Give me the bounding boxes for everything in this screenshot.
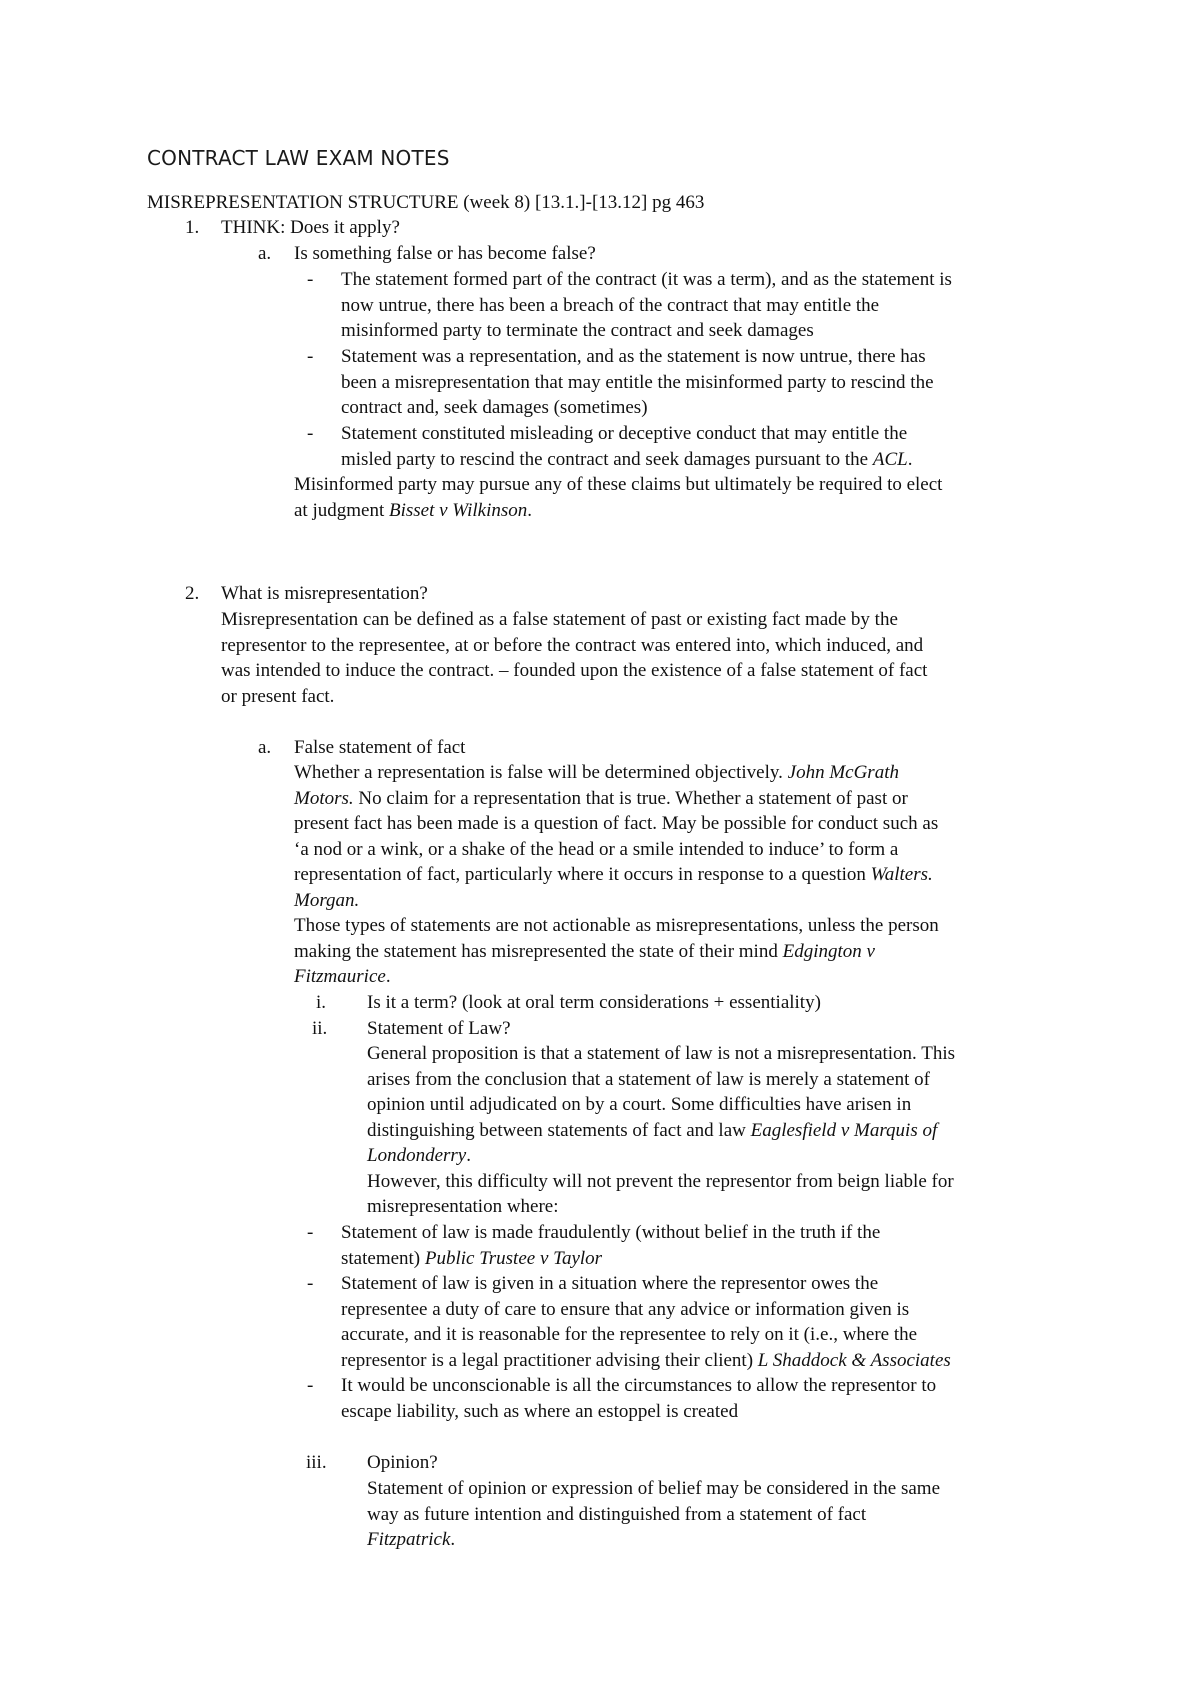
case-citation: Walters. bbox=[870, 864, 933, 885]
bullet-text-fraudulent: Statement of law is made fraudulently (without belief in the truth if the statement) Public Trustee v Taylor bbox=[341, 1222, 881, 1269]
item-2a-heading: False statement of fact bbox=[294, 737, 466, 758]
list-marker-2: 2. bbox=[185, 583, 200, 604]
item-1a-heading: Is something false or has become false? bbox=[294, 243, 596, 264]
case-citation: Eaglesfield v Marquis of bbox=[750, 1119, 938, 1141]
bullet-marker: - bbox=[307, 1222, 314, 1243]
bullet-marker: - bbox=[307, 423, 314, 444]
item-1-heading: THINK: Does it apply? bbox=[221, 217, 400, 238]
case-citation: Fitzpatrick bbox=[367, 1529, 451, 1550]
bullet-text-duty-of-care: Statement of law is given in a situation where the representor owes the representee a duty of care to ensure that any advice or information given is accurate, and it is reasonable for the representee to rely on it (i.e., where the representor is a legal practitioner advising their client) L Shaddock & Associates bbox=[341, 1273, 951, 1371]
case-citation: Morgan. bbox=[294, 889, 360, 911]
bullet-marker: - bbox=[307, 1375, 314, 1396]
item-ii-heading: Statement of Law? bbox=[367, 1018, 511, 1039]
list-marker-1: 1. bbox=[185, 217, 200, 238]
case-citation: Edgington v bbox=[782, 940, 875, 962]
item-2-heading: What is misrepresentation? bbox=[221, 583, 428, 604]
case-citation: Fitzmaurice bbox=[294, 966, 386, 987]
false-statement-paragraph: Whether a representation is false will be determined objectively. John McGrath Motors. No claim for a representation that is true. Whether a statement of past or present fact has been made is a question of fact. May be possible for conduct such as ‘a nod or a wink, or a shake of the head or a smile intended to induce’ to form a representation of fact, particularly where it occurs in response to a question Walters. Morgan. Those types of statements are not actionable as misrepresentations, unless the person making the statement has misrepresented the state of their mind Edgington v Fitzmaurice. bbox=[294, 762, 939, 987]
item-i-text: Is it a term? (look at oral term considerations + essentiality) bbox=[367, 992, 821, 1013]
case-citation: L Shaddock & Associates bbox=[757, 1349, 951, 1371]
bullet-text-representation: Statement was a representation, and as the statement is now untrue, there has been a misrepresentation that may entitle the misinformed party to rescind the contract and, seek damages (sometimes) bbox=[341, 346, 934, 418]
list-marker-1a: a. bbox=[258, 243, 272, 264]
definition-paragraph: Misrepresentation can be defined as a false statement of past or existing fact made by the representor to the representee, at or before the contract was entered into, which induced, and was intended to induce the contract. – founded upon the existence of a false statement of fact or present fact. bbox=[221, 609, 928, 707]
bullet-text-term-breach: The statement formed part of the contract (it was a term), and as the statement is now untrue, there has been a breach of the contract that may entitle the misinformed party to terminate the contract and seek damages bbox=[341, 269, 952, 341]
election-paragraph: Misinformed party may pursue any of these claims but ultimately be required to elect at judgment Bisset v Wilkinson. bbox=[294, 474, 943, 521]
list-marker-iii: iii. bbox=[306, 1452, 327, 1473]
case-citation: Bisset v Wilkinson bbox=[388, 499, 528, 521]
section-heading: MISREPRESENTATION STRUCTURE (week 8) [13.1.]-[13.12] pg 463 bbox=[147, 192, 705, 213]
case-citation: ACL bbox=[872, 448, 908, 470]
bullet-text-misleading-conduct: Statement constituted misleading or deceptive conduct that may entitle the misled party to rescind the contract and seek damages pursuant to the ACL. bbox=[341, 423, 913, 470]
statement-of-law-paragraph: General proposition is that a statement of law is not a misrepresentation. This arises from the conclusion that a statement of law is merely a statement of opinion until adjudicated on by a court. Some difficulties have arisen in distinguishing between statements of fact and law Eaglesfield v Marquis of Londonderry. However, this difficulty will not prevent the representor from beign liable for misrepresentation where: bbox=[367, 1043, 955, 1217]
case-citation: Motors. bbox=[294, 787, 354, 809]
bullet-marker: - bbox=[307, 269, 314, 290]
bullet-text-unconscionable: It would be unconscionable is all the circumstances to allow the representor to escape liability, such as where an estoppel is created bbox=[341, 1375, 937, 1422]
list-marker-ii: ii. bbox=[312, 1018, 328, 1039]
case-citation: Londonderry bbox=[367, 1145, 467, 1166]
case-citation: John McGrath bbox=[787, 762, 899, 783]
opinion-paragraph: Statement of opinion or expression of belief may be considered in the same way as future intention and distinguished from a statement of fact Fitzpatrick. bbox=[367, 1478, 941, 1550]
item-iii-heading: Opinion? bbox=[367, 1452, 438, 1473]
bullet-marker: - bbox=[307, 1273, 314, 1294]
document-title: CONTRACT LAW EXAM NOTES bbox=[147, 146, 450, 170]
list-marker-2a: a. bbox=[258, 737, 272, 758]
bullet-marker: - bbox=[307, 346, 314, 367]
case-citation: Public Trustee v Taylor bbox=[424, 1247, 603, 1269]
list-marker-i: i. bbox=[316, 992, 327, 1013]
